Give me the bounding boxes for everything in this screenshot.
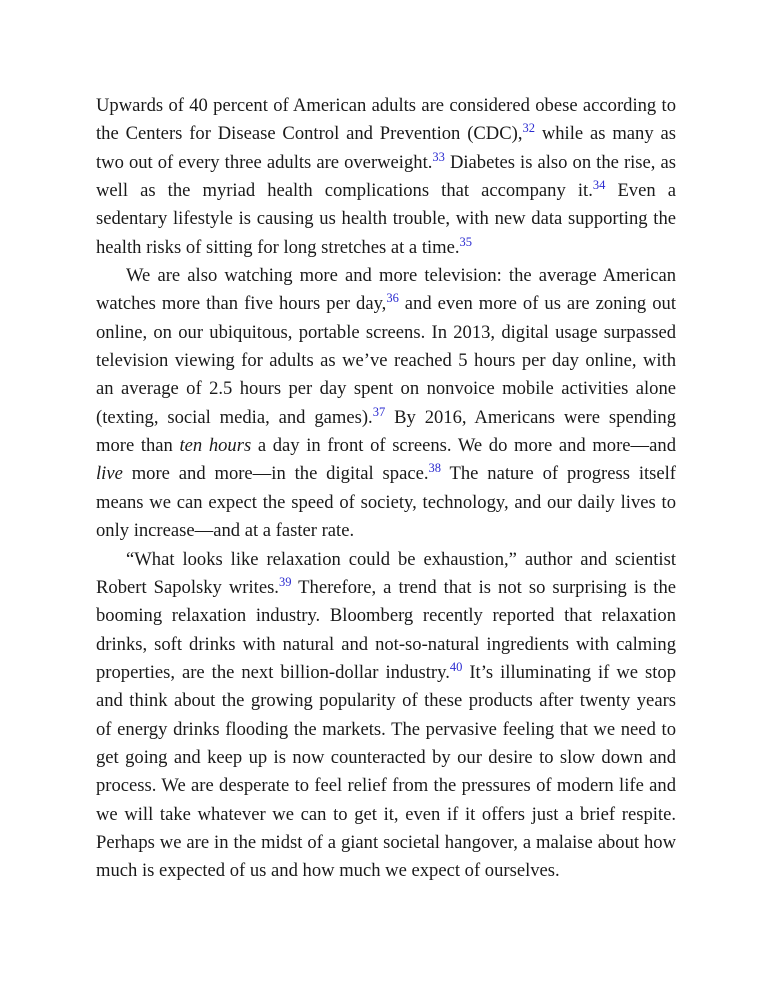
text-run: “What looks like relaxation could be exhaustion,” author and scientist Robert Sapolsky writes. xyxy=(96,548,676,598)
text-run: Upwards of 40 percent of American adults are considered obese according to the Centers for Disease Control and Prevention (CDC), xyxy=(96,95,676,145)
italic-text: ten hours xyxy=(179,435,252,457)
text-run: a day in front of screens. We do more and more—and xyxy=(251,435,676,457)
footnote-ref-36[interactable]: 36 xyxy=(386,291,399,306)
book-page xyxy=(96,92,676,886)
paragraph-2 xyxy=(96,262,676,545)
text-run: Diabetes is also on the rise, as well as the myriad health complications that accompany it. xyxy=(96,151,676,202)
footnote-ref-40[interactable]: 40 xyxy=(449,659,463,674)
italic-text: live xyxy=(96,463,123,485)
paragraph-3 xyxy=(96,546,676,886)
footnote-ref-35[interactable]: 35 xyxy=(459,234,473,249)
footnote-ref-37[interactable]: 37 xyxy=(372,404,386,419)
footnote-ref-32[interactable]: 32 xyxy=(522,121,535,136)
text-run: more and more—in the digital space. xyxy=(122,463,429,485)
paragraph-1 xyxy=(96,92,676,262)
text-run: We are also watching more and more television: the average American watches more than five hours per day, xyxy=(96,265,676,315)
text-run: Therefore, a trend that is not so surprising is the booming relaxation industry. Bloomberg recently reported that relaxation drinks, soft drinks with natural and not-so-natural ingredients with calming properties, are the next billion-dollar industry. xyxy=(96,576,676,683)
text-run: It’s illuminating if we stop and think about the growing popularity of these products after twenty years of energy drinks flooding the markets. The pervasive feeling that we need to get going and keep up is now counteracted by our desire to slow down and process. We are desperate to feel relief from the pressures of modern life and we will take whatever we can to get it, even if it offers just a brief respite. Perhaps we are in the midst of a giant societal hangover, a malaise about how much is expected of us and how much we expect of ourselves. xyxy=(96,661,677,882)
footnote-ref-33[interactable]: 33 xyxy=(432,149,445,164)
text-run: and even more of us are zoning out online, on our ubiquitous, portable screens. In 2013, digital usage surpassed television viewing for adults as we’ve reached 5 hours per day online, with an average of 2.5 hours per day spent on nonvoice mobile activities alone (texting, social media, and games). xyxy=(96,293,676,428)
text-run: Even a sedentary lifestyle is causing us health trouble, with new data supporting the health risks of sitting for long stretches at a time. xyxy=(96,180,676,258)
footnote-ref-39[interactable]: 39 xyxy=(278,574,292,589)
text-run: By 2016, Americans were spending more than xyxy=(96,406,676,457)
text-run: while as many as two out of every three adults are overweight. xyxy=(96,123,676,173)
footnote-ref-34[interactable]: 34 xyxy=(592,178,606,193)
text-run: The nature of progress itself means we can expect the speed of society, technology, and our daily lives to only increase—and at a faster rate. xyxy=(96,463,677,542)
footnote-ref-38[interactable]: 38 xyxy=(428,461,441,476)
